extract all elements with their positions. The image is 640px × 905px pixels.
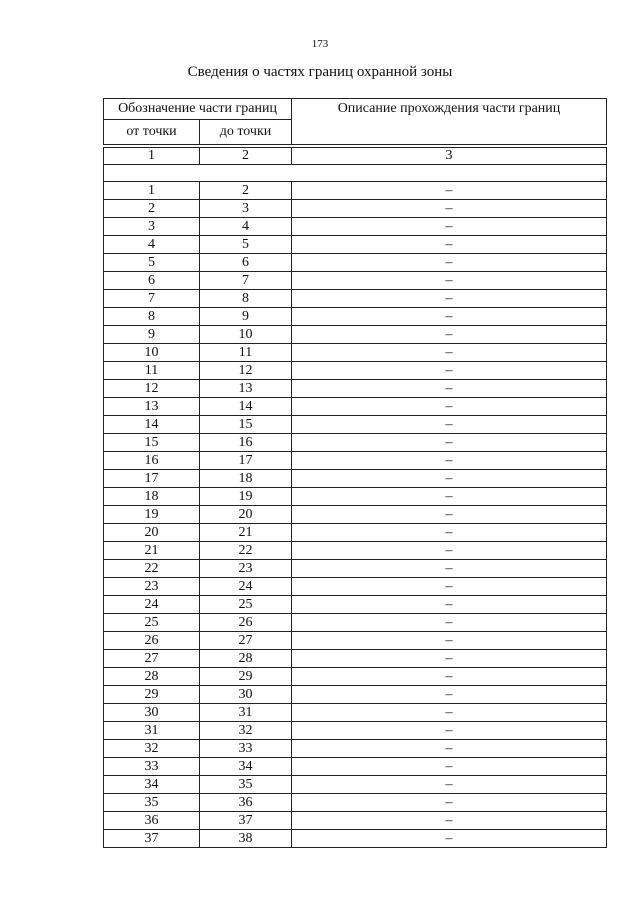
cell-from: 13 [104, 398, 200, 416]
cell-from: 24 [104, 596, 200, 614]
cell-to: 27 [200, 632, 292, 650]
cell-to: 28 [200, 650, 292, 668]
cell-to: 15 [200, 416, 292, 434]
cell-desc: – [292, 380, 607, 398]
cell-to: 23 [200, 560, 292, 578]
cell-from: 14 [104, 416, 200, 434]
table-row [104, 326, 607, 344]
cell-desc: – [292, 560, 607, 578]
cell-to: 9 [200, 308, 292, 326]
table-row [104, 812, 607, 830]
table-row [104, 380, 607, 398]
table-row [104, 542, 607, 560]
cell-desc: – [292, 416, 607, 434]
cell-desc: – [292, 776, 607, 794]
table-row [104, 344, 607, 362]
table-row [104, 578, 607, 596]
cell-to: 29 [200, 668, 292, 686]
cell-to: 25 [200, 596, 292, 614]
boundary-parts-table [103, 98, 607, 848]
cell-desc: – [292, 704, 607, 722]
cell-from: 32 [104, 740, 200, 758]
cell-to: 26 [200, 614, 292, 632]
table-row [104, 794, 607, 812]
table-row [104, 218, 607, 236]
table-row [104, 182, 607, 200]
cell-from: 25 [104, 614, 200, 632]
table-row [104, 308, 607, 326]
cell-from: 35 [104, 794, 200, 812]
cell-from: 16 [104, 452, 200, 470]
header-from-point: от точки [104, 120, 200, 145]
cell-to: 31 [200, 704, 292, 722]
cell-desc: – [292, 668, 607, 686]
header-description: Описание прохождения части границ [292, 99, 607, 145]
cell-to: 14 [200, 398, 292, 416]
table-row [104, 524, 607, 542]
table-row [104, 758, 607, 776]
cell-from: 2 [104, 200, 200, 218]
cell-to: 24 [200, 578, 292, 596]
cell-from: 4 [104, 236, 200, 254]
column-number: 1 [104, 148, 200, 165]
cell-desc: – [292, 434, 607, 452]
table-body [104, 145, 607, 848]
cell-desc: – [292, 362, 607, 380]
cell-from: 23 [104, 578, 200, 596]
table-row [104, 830, 607, 848]
cell-from: 22 [104, 560, 200, 578]
cell-desc: – [292, 758, 607, 776]
cell-desc: – [292, 524, 607, 542]
cell-from: 10 [104, 344, 200, 362]
header-to-point: до точки [200, 120, 292, 145]
cell-desc: – [292, 614, 607, 632]
cell-desc: – [292, 200, 607, 218]
document-title: Сведения о частях границ охранной зоны [187, 64, 453, 80]
table-row [104, 488, 607, 506]
cell-desc: – [292, 344, 607, 362]
table-row [104, 614, 607, 632]
cell-to: 5 [200, 236, 292, 254]
cell-desc: – [292, 578, 607, 596]
cell-desc: – [292, 542, 607, 560]
table-row [104, 236, 607, 254]
cell-to: 11 [200, 344, 292, 362]
cell-from: 7 [104, 290, 200, 308]
table-row [104, 254, 607, 272]
table-row [104, 650, 607, 668]
column-number: 2 [200, 148, 292, 165]
cell-desc: – [292, 740, 607, 758]
cell-desc: – [292, 290, 607, 308]
cell-to: 12 [200, 362, 292, 380]
cell-from: 36 [104, 812, 200, 830]
cell-to: 4 [200, 218, 292, 236]
cell-to: 20 [200, 506, 292, 524]
cell-desc: – [292, 308, 607, 326]
column-number: 3 [292, 148, 607, 165]
cell-desc: – [292, 812, 607, 830]
cell-from: 18 [104, 488, 200, 506]
cell-to: 37 [200, 812, 292, 830]
cell-desc: – [292, 326, 607, 344]
cell-from: 20 [104, 524, 200, 542]
cell-to: 2 [200, 182, 292, 200]
cell-to: 7 [200, 272, 292, 290]
cell-desc: – [292, 254, 607, 272]
cell-desc: – [292, 236, 607, 254]
blank-row [104, 165, 607, 182]
table-row [104, 398, 607, 416]
cell-desc: – [292, 452, 607, 470]
cell-from: 5 [104, 254, 200, 272]
cell-from: 30 [104, 704, 200, 722]
cell-from: 6 [104, 272, 200, 290]
cell-desc: – [292, 398, 607, 416]
cell-to: 36 [200, 794, 292, 812]
cell-from: 8 [104, 308, 200, 326]
cell-to: 38 [200, 830, 292, 848]
cell-desc: – [292, 506, 607, 524]
cell-to: 33 [200, 740, 292, 758]
cell-to: 19 [200, 488, 292, 506]
cell-from: 27 [104, 650, 200, 668]
table-row [104, 668, 607, 686]
header-boundary-designation: Обозначение части границ [104, 99, 292, 120]
table-row [104, 686, 607, 704]
cell-desc: – [292, 722, 607, 740]
cell-from: 31 [104, 722, 200, 740]
cell-to: 13 [200, 380, 292, 398]
table-row [104, 272, 607, 290]
table-row [104, 560, 607, 578]
table-row [104, 776, 607, 794]
cell-desc: – [292, 218, 607, 236]
table-row [104, 452, 607, 470]
cell-to: 18 [200, 470, 292, 488]
cell-from: 34 [104, 776, 200, 794]
cell-desc: – [292, 470, 607, 488]
table-row [104, 740, 607, 758]
cell-to: 35 [200, 776, 292, 794]
cell-from: 21 [104, 542, 200, 560]
cell-from: 37 [104, 830, 200, 848]
cell-to: 32 [200, 722, 292, 740]
table-row [104, 596, 607, 614]
table-row [104, 722, 607, 740]
cell-from: 3 [104, 218, 200, 236]
table-row [104, 632, 607, 650]
cell-from: 19 [104, 506, 200, 524]
table-row [104, 704, 607, 722]
cell-from: 29 [104, 686, 200, 704]
column-number-row [104, 148, 607, 165]
table-row [104, 470, 607, 488]
cell-to: 21 [200, 524, 292, 542]
cell-from: 15 [104, 434, 200, 452]
cell-to: 3 [200, 200, 292, 218]
cell-desc: – [292, 650, 607, 668]
table-row [104, 362, 607, 380]
cell-desc: – [292, 830, 607, 848]
table-row [104, 416, 607, 434]
cell-from: 1 [104, 182, 200, 200]
cell-to: 34 [200, 758, 292, 776]
cell-from: 17 [104, 470, 200, 488]
cell-desc: – [292, 632, 607, 650]
cell-from: 26 [104, 632, 200, 650]
cell-to: 30 [200, 686, 292, 704]
cell-to: 22 [200, 542, 292, 560]
cell-from: 33 [104, 758, 200, 776]
table-row [104, 290, 607, 308]
cell-desc: – [292, 794, 607, 812]
cell-desc: – [292, 686, 607, 704]
table-row [104, 506, 607, 524]
cell-desc: – [292, 488, 607, 506]
cell-desc: – [292, 272, 607, 290]
cell-to: 17 [200, 452, 292, 470]
cell-from: 9 [104, 326, 200, 344]
cell-from: 28 [104, 668, 200, 686]
table-row [104, 434, 607, 452]
page-number: 173 [311, 38, 329, 50]
cell-from: 12 [104, 380, 200, 398]
cell-to: 8 [200, 290, 292, 308]
cell-to: 6 [200, 254, 292, 272]
cell-desc: – [292, 182, 607, 200]
cell-to: 16 [200, 434, 292, 452]
cell-from: 11 [104, 362, 200, 380]
cell-to: 10 [200, 326, 292, 344]
cell-desc: – [292, 596, 607, 614]
table-row [104, 200, 607, 218]
